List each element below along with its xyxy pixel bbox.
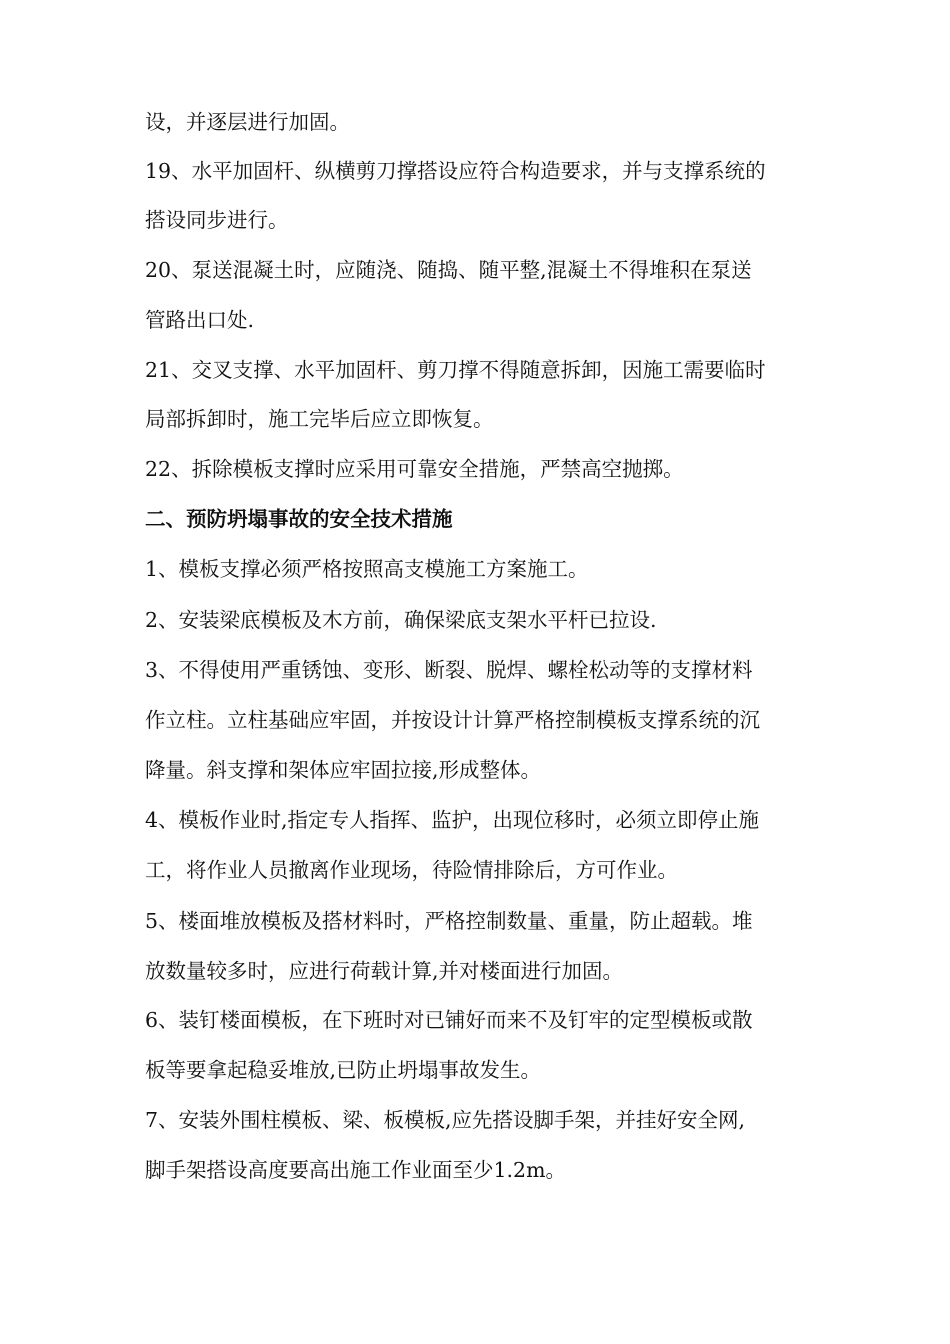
text-line: 19、水平加固杆、纵横剪刀撑搭设应符合构造要求，并与支撑系统的 [145, 159, 766, 183]
text-line: 设，并逐层进行加固。 [145, 110, 350, 134]
text-line: 1、模板支撑必须严格按照高支模施工方案施工。 [145, 557, 589, 581]
text-line: 管路出口处. [145, 308, 255, 332]
text-line: 4、模板作业时,指定专人指挥、监护，出现位移时，必须立即停止施 [145, 808, 760, 832]
text-line: 22、拆除模板支撑时应采用可靠安全措施，严禁高空抛掷。 [145, 457, 684, 481]
section-heading: 二、预防坍塌事故的安全技术措施 [145, 507, 453, 531]
text-line: 脚手架搭设高度要高出施工作业面至少1.2m。 [145, 1158, 567, 1182]
text-line: 2、安装梁底模板及木方前，确保梁底支架水平杆已拉设. [145, 608, 657, 632]
text-line: 6、装钉楼面模板，在下班时对已铺好而来不及钉牢的定型模板或散 [145, 1008, 753, 1032]
text-line: 工，将作业人员撤离作业现场，待险情排除后，方可作业。 [145, 858, 678, 882]
text-line: 作立柱。立柱基础应牢固，并按设计计算严格控制模板支撑系统的沉 [145, 708, 760, 732]
text-line: 板等要拿起稳妥堆放,已防止坍塌事故发生。 [145, 1058, 542, 1082]
text-line: 放数量较多时，应进行荷载计算,并对楼面进行加固。 [145, 959, 624, 983]
text-line: 局部拆卸时，施工完毕后应立即恢复。 [145, 407, 494, 431]
text-line: 搭设同步进行。 [145, 208, 289, 232]
text-line: 20、泵送混凝土时，应随浇、随捣、随平整,混凝土不得堆积在泵送 [145, 258, 752, 282]
text-line: 降量。斜支撑和架体应牢固拉接,形成整体。 [145, 758, 542, 782]
text-line: 5、楼面堆放模板及搭材料时，严格控制数量、重量，防止超载。堆 [145, 909, 753, 933]
text-line: 21、交叉支撑、水平加固杆、剪刀撑不得随意拆卸，因施工需要临时 [145, 358, 766, 382]
text-line: 7、安装外围柱模板、梁、板模板,应先搭设脚手架，并挂好安全网, [145, 1108, 746, 1132]
text-line: 3、不得使用严重锈蚀、变形、断裂、脱焊、螺栓松动等的支撑材料 [145, 658, 753, 682]
